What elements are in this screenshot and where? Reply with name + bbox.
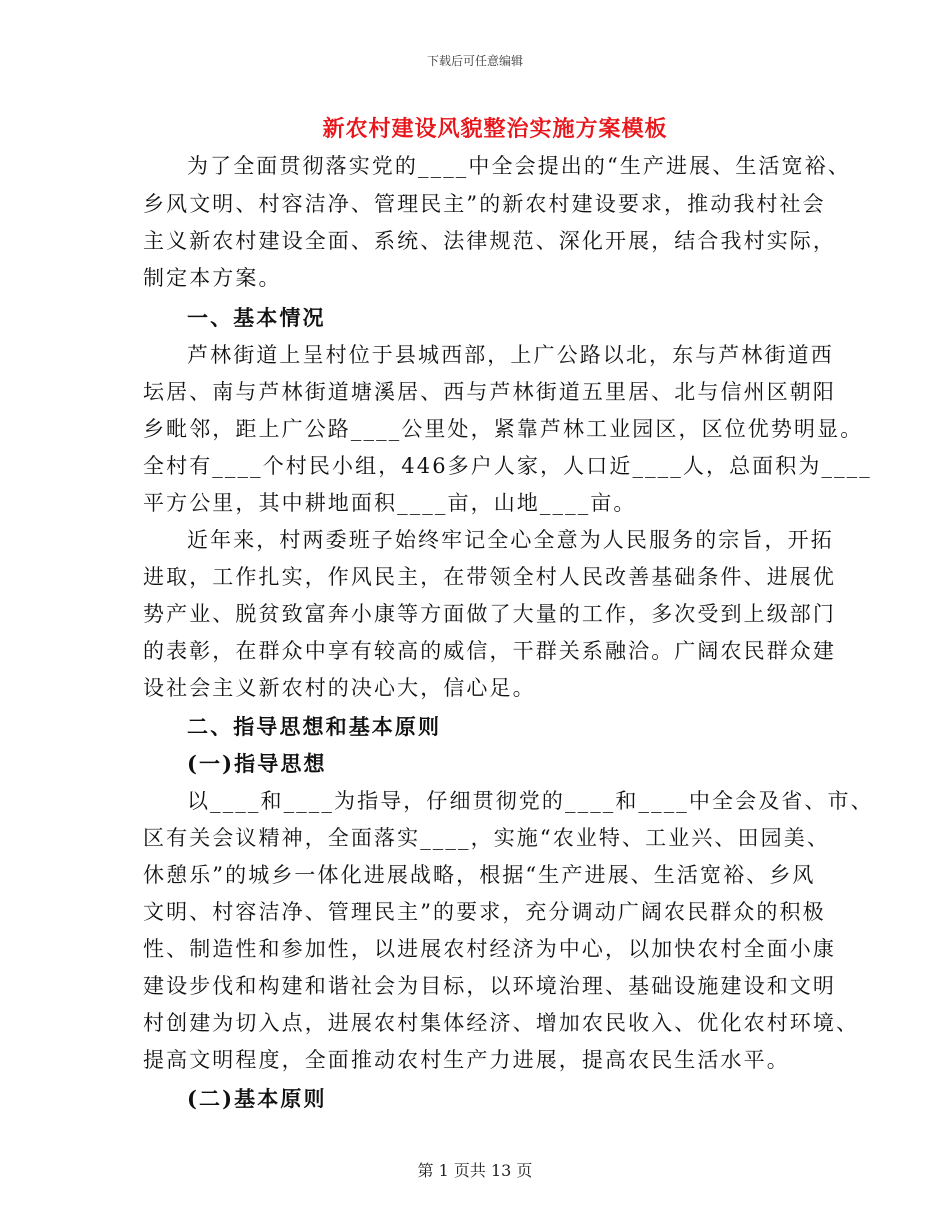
body-line: 主义新农村建设全面、系统、法律规范、深化开展，结合我村实际， [143, 229, 836, 253]
body-line: 平方公里，其中耕地面积____亩，山地____亩。 [143, 491, 637, 515]
body-line: 提高文明程度，全面推动农村生产力进展，提高农民生活水平。 [143, 1048, 790, 1072]
section-heading: 二、指导思想和基本原则 [187, 714, 442, 739]
body-line: 村创建为切入点，进展农村集体经济、增加农民收入、优化农村环境、 [143, 1011, 860, 1035]
body-line: 乡毗邻，距上广公路____公里处，紧靠芦林工业园区，区位优势明显。 [143, 417, 864, 441]
body-line: 芦林街道上呈村位于县城西部，上广公路以北，东与芦林街道西 [187, 343, 834, 367]
body-line: 制定本方案。 [143, 266, 282, 290]
body-line: 全村有____个村民小组，446多户人家，人口近____人，总面积为____ [143, 454, 872, 478]
body-line: 为了全面贯彻落实党的____中全会提出的“生产进展、生活宽裕、 [187, 154, 851, 178]
body-line: 乡风文明、村容洁净、管理民主”的新农村建设要求，推动我村社会 [143, 192, 826, 216]
body-line: 坛居、南与芦林街道塘溪居、西与芦林街道五里居、北与信州区朝阳 [143, 380, 836, 404]
body-line: 进取，工作扎实，作风民主，在带领全村人民改善基础条件、进展优 [143, 565, 836, 589]
section-heading: 一、基本情况 [187, 305, 326, 330]
body-line: 建设步伐和构建和谐社会为目标，以环境治理、基础设施建设和文明 [143, 974, 836, 998]
subsection-heading: (二)基本原则 [187, 1086, 327, 1111]
body-line: 区有关会议精神，全面落实____，实施“农业特、工业兴、田园美、 [143, 826, 830, 850]
body-line: 文明、村容洁净、管理民主”的要求，充分调动广阔农民群众的积极 [143, 900, 826, 924]
page-number: 第 1 页共 13 页 [417, 1161, 533, 1180]
body-line: 近年来，村两委班子始终牢记全心全意为人民服务的宗旨，开拓 [187, 528, 834, 552]
body-line: 势产业、脱贫致富奔小康等方面做了大量的工作，多次受到上级部门 [143, 602, 836, 626]
body-line: 设社会主义新农村的决心大，信心足。 [143, 676, 536, 700]
page-header-note: 下载后可任意编辑 [426, 54, 523, 68]
subsection-heading: (一)指导思想 [187, 751, 327, 776]
body-line: 的表彰，在群众中享有较高的威信，干群关系融洽。广阔农民群众建 [143, 639, 836, 663]
body-line: 休憩乐”的城乡一体化进展战略，根据“生产进展、生活宽裕、乡风 [143, 863, 816, 887]
document-title: 新农村建设风貌整治实施方案模板 [322, 116, 668, 142]
body-line: 以____和____为指导，仔细贯彻党的____和____中全会及省、市、 [187, 789, 874, 813]
body-line: 性、制造性和参加性，以进展农村经济为中心，以加快农村全面小康 [143, 937, 836, 961]
